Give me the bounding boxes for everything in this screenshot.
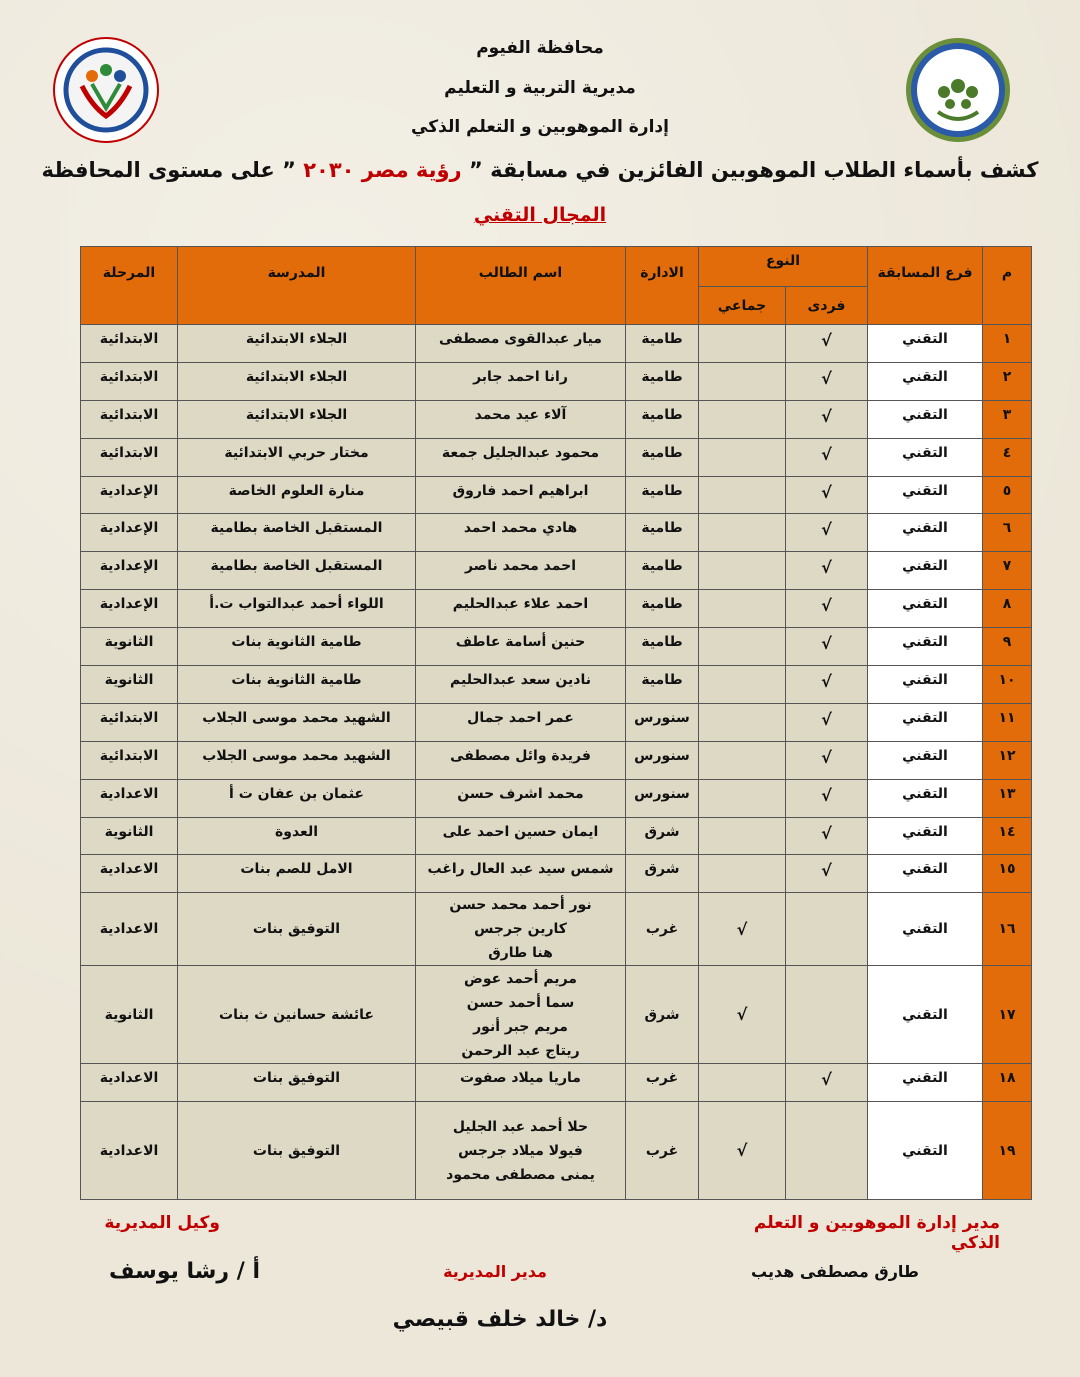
student-name: هنا طارق [488, 945, 553, 962]
director-name: د/ خالد خلف قبيصي [392, 1307, 608, 1332]
row-branch: التقني [868, 438, 983, 476]
table-row-group [81, 1102, 1032, 1200]
row-group-mark [699, 438, 786, 476]
row-admin: طامية [626, 362, 699, 400]
row-branch: التقني [868, 1102, 983, 1200]
row-student: ابراهيم احمد فاروق [416, 476, 626, 514]
table-row [81, 362, 1032, 400]
row-branch: التقني [868, 476, 983, 514]
row-school: الامل للصم بنات [178, 855, 416, 893]
header-num: م [983, 247, 1032, 325]
student-name: سما أحمد حسن [466, 994, 575, 1011]
field-subtitle: المجال التقني [473, 204, 607, 226]
department-title: إدارة الموهوبين و التعلم الذكي [411, 117, 669, 137]
table-row [81, 666, 1032, 704]
winners-table [80, 246, 1032, 1200]
row-branch: التقني [868, 400, 983, 438]
row-admin: طامية [626, 514, 699, 552]
row-branch: التقني [868, 590, 983, 628]
row-group-mark: √ [699, 1102, 786, 1200]
row-branch: التقني [868, 514, 983, 552]
row-school: التوفيق بنات [178, 1064, 416, 1102]
manager-name: طارق مصطفى هديب [751, 1262, 919, 1281]
header-branch: فرع المسابقة [868, 247, 983, 325]
row-school: طامية الثانوية بنات [178, 666, 416, 704]
row-student: آلاء عيد محمد [416, 400, 626, 438]
table-row-group [81, 893, 1032, 966]
row-student: عمر احمد جمال [416, 703, 626, 741]
student-name: فيولا ميلاد جرجس [458, 1142, 583, 1159]
row-student: شمس سيد عبد العال راغب [416, 855, 626, 893]
row-group-mark [699, 666, 786, 704]
table-body [81, 325, 1032, 1200]
governorate-title: محافظة الفيوم [476, 38, 604, 58]
row-school: عائشة حسانين ث بنات [178, 966, 416, 1064]
header-stage: المرحلة [81, 247, 178, 325]
row-number: ١٠ [983, 666, 1032, 704]
row-number: ٢ [983, 362, 1032, 400]
deputy-title: وكيل المديرية [104, 1213, 220, 1233]
row-branch: التقني [868, 552, 983, 590]
row-school: التوفيق بنات [178, 1102, 416, 1200]
row-school: اللواء أحمد عبدالتواب ت.أ [178, 590, 416, 628]
row-stage: الثانوية [81, 817, 178, 855]
row-school: الشهيد محمد موسى الجلاب [178, 703, 416, 741]
row-stage: الابتدائية [81, 703, 178, 741]
table-row [81, 514, 1032, 552]
table-row [81, 590, 1032, 628]
row-stage: الابتدائية [81, 362, 178, 400]
row-number: ١٤ [983, 817, 1032, 855]
student-name: مريم أحمد عوض [464, 970, 577, 987]
row-student: محمد اشرف حسن [416, 779, 626, 817]
manager-title: مدير إدارة الموهوبين و التعلم الذكي [753, 1213, 1000, 1253]
row-student: هادي محمد احمد [416, 514, 626, 552]
row-school: الجلاء الابتدائية [178, 362, 416, 400]
row-branch: التقني [868, 666, 983, 704]
row-group-mark [699, 817, 786, 855]
row-school: الجلاء الابتدائية [178, 325, 416, 363]
row-group-mark [699, 362, 786, 400]
row-number: ١١ [983, 703, 1032, 741]
row-group-mark [699, 590, 786, 628]
row-individual-mark: √ [786, 590, 868, 628]
table-row [81, 779, 1032, 817]
row-group-mark [699, 325, 786, 363]
row-stage: الابتدائية [81, 741, 178, 779]
row-number: ٨ [983, 590, 1032, 628]
student-name: كارين جرجس [474, 921, 567, 938]
row-school: الشهيد محمد موسى الجلاب [178, 741, 416, 779]
row-branch: التقني [868, 703, 983, 741]
row-number: ١٦ [983, 893, 1032, 966]
row-school: الجلاء الابتدائية [178, 400, 416, 438]
row-admin: شرق [626, 817, 699, 855]
row-students [416, 1064, 626, 1102]
student-name: نور أحمد محمد حسن [449, 897, 592, 914]
row-branch: التقني [868, 1064, 983, 1102]
student-name: ريتاج عبد الرحمن [461, 1042, 580, 1059]
row-individual-mark: √ [786, 628, 868, 666]
table-row [81, 703, 1032, 741]
row-number: ١٨ [983, 1064, 1032, 1102]
row-individual-mark: √ [786, 779, 868, 817]
row-school: منارة العلوم الخاصة [178, 476, 416, 514]
header-student: اسم الطالب [416, 247, 626, 325]
row-admin: غرب [626, 893, 699, 966]
row-individual-mark: √ [786, 855, 868, 893]
row-admin: طامية [626, 628, 699, 666]
row-admin: طامية [626, 476, 699, 514]
row-admin: سنورس [626, 703, 699, 741]
document-title [0, 158, 1080, 182]
row-individual-mark [786, 966, 868, 1064]
row-admin: طامية [626, 325, 699, 363]
row-student: رانا احمد جابر [416, 362, 626, 400]
row-individual-mark: √ [786, 741, 868, 779]
table-row [81, 855, 1032, 893]
row-school: عثمان بن عفان ت أ [178, 779, 416, 817]
row-group-mark [699, 703, 786, 741]
table-row [81, 400, 1032, 438]
table-row [81, 817, 1032, 855]
row-stage: الاعدادية [81, 1064, 178, 1102]
table-row [81, 476, 1032, 514]
row-group-mark [699, 741, 786, 779]
row-student: نادين سعد عبدالحليم [416, 666, 626, 704]
row-stage: الابتدائية [81, 400, 178, 438]
row-number: ١٩ [983, 1102, 1032, 1200]
row-admin: غرب [626, 1102, 699, 1200]
row-individual-mark: √ [786, 552, 868, 590]
row-school: المستقبل الخاصة بطامية [178, 514, 416, 552]
title-highlight: رؤية مصر ٢٠٣٠ [303, 158, 462, 182]
row-stage: الإعدادية [81, 590, 178, 628]
row-stage: الاعدادية [81, 893, 178, 966]
row-school: مختار حربي الابتدائية [178, 438, 416, 476]
row-group-mark: √ [699, 893, 786, 966]
row-number: ٧ [983, 552, 1032, 590]
row-number: ٦ [983, 514, 1032, 552]
student-name: مريم جبر أنور [473, 1018, 568, 1035]
table-row-group [81, 966, 1032, 1064]
row-admin: سنورس [626, 741, 699, 779]
row-group-mark [699, 514, 786, 552]
row-stage: الثانوية [81, 666, 178, 704]
row-number: ٣ [983, 400, 1032, 438]
row-stage: الاعدادية [81, 1102, 178, 1200]
row-stage: الابتدائية [81, 325, 178, 363]
row-individual-mark [786, 893, 868, 966]
row-branch: التقني [868, 966, 983, 1064]
row-admin: طامية [626, 400, 699, 438]
row-stage: الاعدادية [81, 779, 178, 817]
row-student: احمد علاء عبدالحليم [416, 590, 626, 628]
row-admin: طامية [626, 438, 699, 476]
row-student: حنين أسامة عاطف [416, 628, 626, 666]
header-school: المدرسة [178, 247, 416, 325]
row-admin: طامية [626, 590, 699, 628]
row-stage: الثانوية [81, 966, 178, 1064]
row-branch: التقني [868, 817, 983, 855]
table-row [81, 552, 1032, 590]
row-students [416, 966, 626, 1064]
deputy-name: أ / رشا يوسف [108, 1259, 260, 1284]
table-row [81, 325, 1032, 363]
row-group-mark [699, 552, 786, 590]
row-individual-mark: √ [786, 400, 868, 438]
row-student: ايمان حسين احمد على [416, 817, 626, 855]
row-students [416, 1102, 626, 1200]
row-branch: التقني [868, 741, 983, 779]
student-name: يمنى مصطفى محمود [446, 1166, 595, 1183]
row-number: ٥ [983, 476, 1032, 514]
header-admin: الادارة [626, 247, 699, 325]
row-branch: التقني [868, 779, 983, 817]
row-stage: الإعدادية [81, 476, 178, 514]
row-number: ٤ [983, 438, 1032, 476]
row-group-mark [699, 1064, 786, 1102]
row-school: المستقبل الخاصة بطامية [178, 552, 416, 590]
row-students [416, 893, 626, 966]
header-row [81, 247, 1032, 287]
header-type: النوع [699, 247, 868, 287]
row-stage: الإعدادية [81, 552, 178, 590]
directorate-title: مديرية التربية و التعليم [444, 78, 636, 98]
table-row-group [81, 1064, 1032, 1102]
row-school: طامية الثانوية بنات [178, 628, 416, 666]
row-admin: شرق [626, 855, 699, 893]
row-individual-mark: √ [786, 476, 868, 514]
row-individual-mark: √ [786, 438, 868, 476]
row-school: العدوة [178, 817, 416, 855]
row-number: ١٧ [983, 966, 1032, 1064]
student-name: حلا أحمد عبد الجليل [452, 1118, 589, 1135]
row-number: ١ [983, 325, 1032, 363]
row-branch: التقني [868, 855, 983, 893]
row-stage: الابتدائية [81, 438, 178, 476]
header-individual: فردى [786, 287, 868, 325]
row-stage: الإعدادية [81, 514, 178, 552]
row-group-mark: √ [699, 966, 786, 1064]
row-admin: غرب [626, 1064, 699, 1102]
row-student: احمد محمد ناصر [416, 552, 626, 590]
row-number: ١٣ [983, 779, 1032, 817]
row-individual-mark [786, 1102, 868, 1200]
row-individual-mark: √ [786, 362, 868, 400]
table-row [81, 741, 1032, 779]
row-branch: التقني [868, 628, 983, 666]
title-part2: ” على مستوى المحافظة [41, 158, 296, 182]
row-group-mark [699, 628, 786, 666]
row-individual-mark: √ [786, 666, 868, 704]
row-branch: التقني [868, 362, 983, 400]
row-branch: التقني [868, 893, 983, 966]
director-title: مدير المديرية [443, 1262, 547, 1281]
row-student: فريدة وائل مصطفى [416, 741, 626, 779]
table-row [81, 628, 1032, 666]
row-individual-mark: √ [786, 1064, 868, 1102]
row-admin: سنورس [626, 779, 699, 817]
row-student: ميار عبدالقوى مصطفى [416, 325, 626, 363]
table-row [81, 438, 1032, 476]
row-group-mark [699, 476, 786, 514]
row-individual-mark: √ [786, 703, 868, 741]
row-individual-mark: √ [786, 514, 868, 552]
row-stage: الاعدادية [81, 855, 178, 893]
row-admin: شرق [626, 966, 699, 1064]
row-stage: الثانوية [81, 628, 178, 666]
row-number: ٩ [983, 628, 1032, 666]
row-individual-mark: √ [786, 817, 868, 855]
row-number: ١٥ [983, 855, 1032, 893]
row-admin: طامية [626, 552, 699, 590]
row-student: محمود عبدالجليل جمعة [416, 438, 626, 476]
header-group: جماعي [699, 287, 786, 325]
row-school: التوفيق بنات [178, 893, 416, 966]
title-part1: كشف بأسماء الطلاب الموهوبين الفائزين في مسابقة ” [468, 158, 1039, 182]
row-branch: التقني [868, 325, 983, 363]
row-group-mark [699, 855, 786, 893]
row-group-mark [699, 400, 786, 438]
row-admin: طامية [626, 666, 699, 704]
row-number: ١٢ [983, 741, 1032, 779]
row-group-mark [699, 779, 786, 817]
row-individual-mark: √ [786, 325, 868, 363]
student-name: ماريا ميلاد صفوت [460, 1070, 581, 1087]
